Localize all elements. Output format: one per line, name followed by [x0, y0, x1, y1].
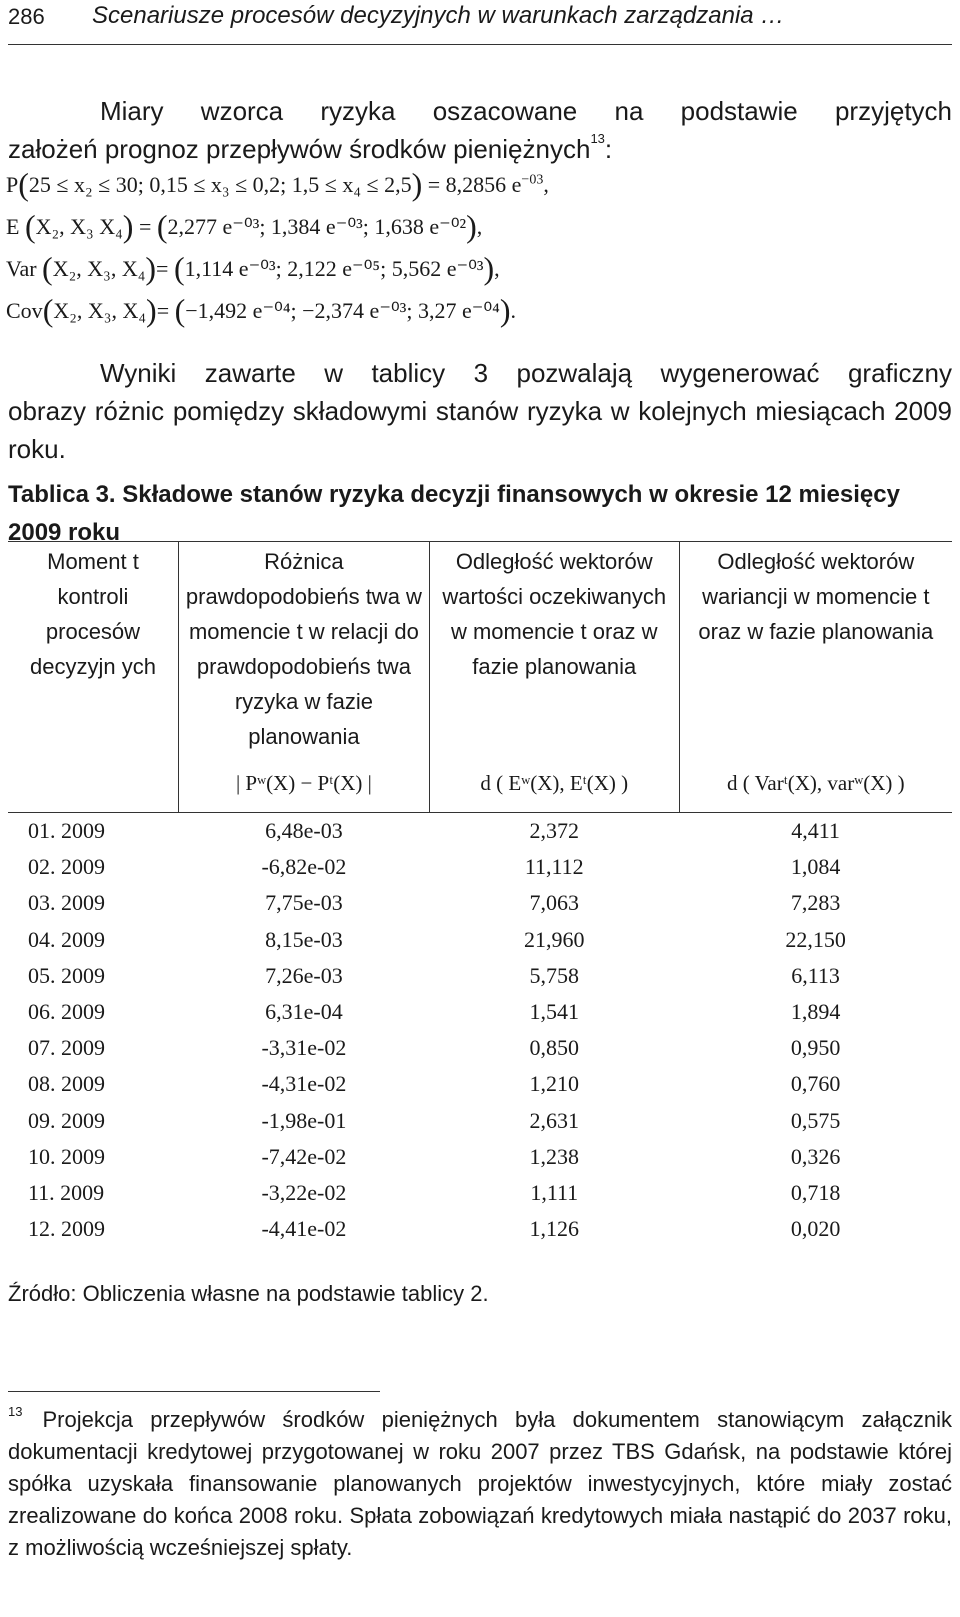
cell-variance-distance: 0,326	[790, 1143, 841, 1169]
formula-probability: P(25 ≤ x₂ ≤ 30; 0,15 ≤ x₃ ≤ 0,2; 1,5 ≤ x₄ ≤ 2,5) = 8,2856 $e^{-03}$,	[6, 166, 549, 202]
cell-expected-distance: 1,210	[529, 1071, 579, 1097]
formula-1-head: P	[6, 172, 19, 197]
table-header-row	[8, 542, 952, 755]
cell-probability-diff: 8,15e-03	[265, 926, 343, 952]
cell-probability-diff: -6,82e-02	[261, 854, 347, 880]
formula-covariance: Cov(X₂, X₃, X₄)= (−1,492 e⁻⁰⁴; −2,374 e⁻⁰³; 3,27 e⁻⁰⁴).	[6, 292, 516, 328]
cell-expected-distance: 0,850	[529, 1035, 579, 1061]
cell-variance-distance: 1,894	[790, 999, 841, 1025]
cell-expected-distance: 1,238	[529, 1143, 579, 1169]
cell-expected-distance: 1,541	[529, 999, 579, 1025]
cell-month: 10. 2009	[28, 1143, 105, 1169]
formula-1-exponent: −03	[521, 172, 544, 188]
cell-variance-distance: 1,084	[790, 854, 841, 880]
table-row	[8, 958, 952, 994]
cell-month: 11. 2009	[28, 1179, 105, 1205]
risk-components-table	[8, 541, 952, 1247]
page-header	[8, 0, 952, 45]
formula-variance: Var (X₂, X₃, X₄)= (1,114 e⁻⁰³; 2,122 e⁻⁰⁵; 5,562 e⁻⁰³),	[6, 250, 500, 286]
formula-2-args: X₂, X₃ X₄	[35, 214, 123, 239]
cell-probability-diff: 7,26e-03	[265, 962, 343, 988]
formula-1-tail: ,	[543, 172, 549, 197]
column-header-probability-diff: Różnica prawdopodobieńs twa w momencie t w relacji do prawdopodobieńs twa ryzyka w fazie planowania	[178, 542, 429, 755]
cell-month: 09. 2009	[28, 1107, 105, 1133]
page-number: 286	[8, 4, 45, 29]
cell-month: 02. 2009	[28, 854, 105, 880]
table-row	[8, 849, 952, 885]
intro-line-2: założeń prognoz przepływów środków pieniężnych	[8, 134, 591, 164]
cell-variance-distance: 0,718	[790, 1179, 841, 1205]
cell-month: 07. 2009	[28, 1035, 105, 1061]
intro-line-2-end: :	[604, 134, 613, 164]
cell-probability-diff: -4,41e-02	[261, 1216, 347, 1242]
cell-month: 04. 2009	[28, 926, 105, 952]
formula-expectation: E (X₂, X₃ X₄) = (2,277 e⁻⁰³; 1,384 e⁻⁰³; 1,638 e⁻⁰²),	[6, 208, 483, 244]
table-source-note: Źródło: Obliczenia własne na podstawie tablicy 2.	[8, 1281, 489, 1306]
cell-probability-diff: 6,31e-04	[265, 999, 343, 1025]
cell-probability-diff: 7,75e-03	[265, 890, 343, 916]
formula-4-values: −1,492 e⁻⁰⁴; −2,374 e⁻⁰³; 3,27 e⁻⁰⁴	[185, 298, 500, 323]
formula-3-args: X₂, X₃, X₄	[52, 256, 146, 281]
cell-expected-distance: 11,112	[524, 854, 584, 880]
table-row	[8, 994, 952, 1030]
cell-variance-distance: 0,760	[790, 1071, 841, 1097]
footnote	[8, 1404, 952, 1564]
cell-probability-diff: -1,98e-01	[261, 1107, 347, 1133]
cell-variance-distance: 0,020	[790, 1216, 841, 1242]
cell-probability-diff: -3,22e-02	[261, 1179, 347, 1205]
formula-3-values: 1,114 e⁻⁰³; 2,122 e⁻⁰⁵; 5,562 e⁻⁰³	[184, 256, 484, 281]
formula-cell-expected-distance: d ( Eʷ(X), Eᵗ(X) )	[429, 754, 679, 813]
footnote-text: Projekcja przepływów środków pieniężnych była dokumentem stanowiącym załącznik dokumentacji kredytowej przygotowanej w roku 2007 przez TBS Gdańsk, na podstawie której spółka uzyskała finansowanie planowanych projektów inwestycyjnych, które miały zostać zrealizowane do końca 2008 roku. Spłata zobowiązań kredytowych miała nastąpić do 2037 roku, z możliwością wcześniejszej spłaty.	[8, 1407, 952, 1560]
intro-paragraph	[8, 92, 952, 168]
cell-expected-distance: 2,372	[529, 818, 579, 844]
results-line-1: Wyniki zawarte w tablicy 3 pozwalają wygenerować graficzny	[100, 358, 952, 388]
cell-month: 01. 2009	[28, 818, 105, 844]
column-header-expected-distance: Odległość wektorów wartości oczekiwanych w momencie t oraz w fazie planowania	[429, 542, 679, 755]
cell-month: 08. 2009	[28, 1071, 105, 1097]
table-row	[8, 1103, 952, 1139]
cell-variance-distance: 0,575	[790, 1107, 841, 1133]
cell-variance-distance: 4,411	[791, 818, 840, 844]
cell-expected-distance: 5,758	[529, 962, 579, 988]
cell-probability-diff: -3,31e-02	[261, 1035, 347, 1061]
cell-month: 12. 2009	[28, 1216, 105, 1242]
formula-2-values: 2,277 e⁻⁰³; 1,384 e⁻⁰³; 1,638 e⁻⁰²	[167, 214, 467, 239]
cell-probability-diff: -4,31e-02	[261, 1071, 347, 1097]
column-header-variance-distance: Odległość wektorów wariancji w momencie t oraz w fazie planowania	[679, 542, 952, 755]
formula-4-args: X₂, X₃, X₄	[53, 298, 147, 323]
table-row	[8, 922, 952, 958]
cell-month: 05. 2009	[28, 962, 105, 988]
cell-probability-diff: 6,48e-03	[265, 818, 343, 844]
cell-expected-distance: 1,126	[529, 1216, 579, 1242]
table-row	[8, 1175, 952, 1211]
formula-4-head: Cov	[6, 298, 43, 323]
footnote-ref: 13	[590, 131, 605, 146]
column-header-moment: Moment t kontroli procesów decyzyjn ych	[8, 542, 178, 755]
table-row	[8, 1139, 952, 1175]
cell-expected-distance: 2,631	[529, 1107, 579, 1133]
running-title: Scenariusze procesów decyzyjnych w warunkach zarządzania …	[92, 2, 785, 29]
cell-probability-diff: -7,42e-02	[261, 1143, 347, 1169]
table-row	[8, 1030, 952, 1066]
intro-line-1: Miary wzorca ryzyka oszacowane na podstawie przyjętych	[100, 96, 952, 126]
table-row	[8, 1211, 952, 1247]
formula-1-value: = 8,2856 e	[427, 172, 522, 197]
cell-month: 06. 2009	[28, 999, 105, 1025]
table-row	[8, 885, 952, 921]
cell-variance-distance: 7,283	[790, 890, 841, 916]
footnote-number: 13	[8, 1404, 23, 1419]
cell-month: 03. 2009	[28, 890, 105, 916]
formula-cell-probability-diff: | Pʷ(X) − Pᵗ(X) |	[178, 754, 429, 813]
cell-expected-distance: 7,063	[529, 890, 579, 916]
formula-cell-variance-distance: d ( Varᵗ(X), varʷ(X) )	[679, 754, 952, 813]
results-rest: obrazy różnic pomiędzy składowymi stanów ryzyka w kolejnych miesiącach 2009 roku.	[8, 396, 952, 464]
formula-2-head: E	[6, 214, 20, 239]
cell-variance-distance: 6,113	[791, 962, 840, 988]
results-paragraph	[8, 354, 952, 468]
footnote-divider	[8, 1391, 380, 1392]
formula-1-args: 25 ≤ x₂ ≤ 30; 0,15 ≤ x₃ ≤ 0,2; 1,5 ≤ x₄ ≤ 2,5	[28, 172, 412, 197]
cell-variance-distance: 0,950	[790, 1035, 841, 1061]
formula-cell-moment	[8, 754, 178, 813]
formula-3-head: Var	[6, 256, 37, 281]
cell-expected-distance: 1,111	[530, 1179, 579, 1205]
table-row	[8, 813, 952, 850]
table-formula-row	[8, 754, 952, 813]
table-caption: Tablica 3. Składowe stanów ryzyka decyzji finansowych w okresie 12 miesięcy 2009 roku	[8, 481, 900, 546]
table-row	[8, 1066, 952, 1102]
cell-variance-distance: 22,150	[785, 926, 846, 952]
cell-expected-distance: 21,960	[524, 926, 585, 952]
